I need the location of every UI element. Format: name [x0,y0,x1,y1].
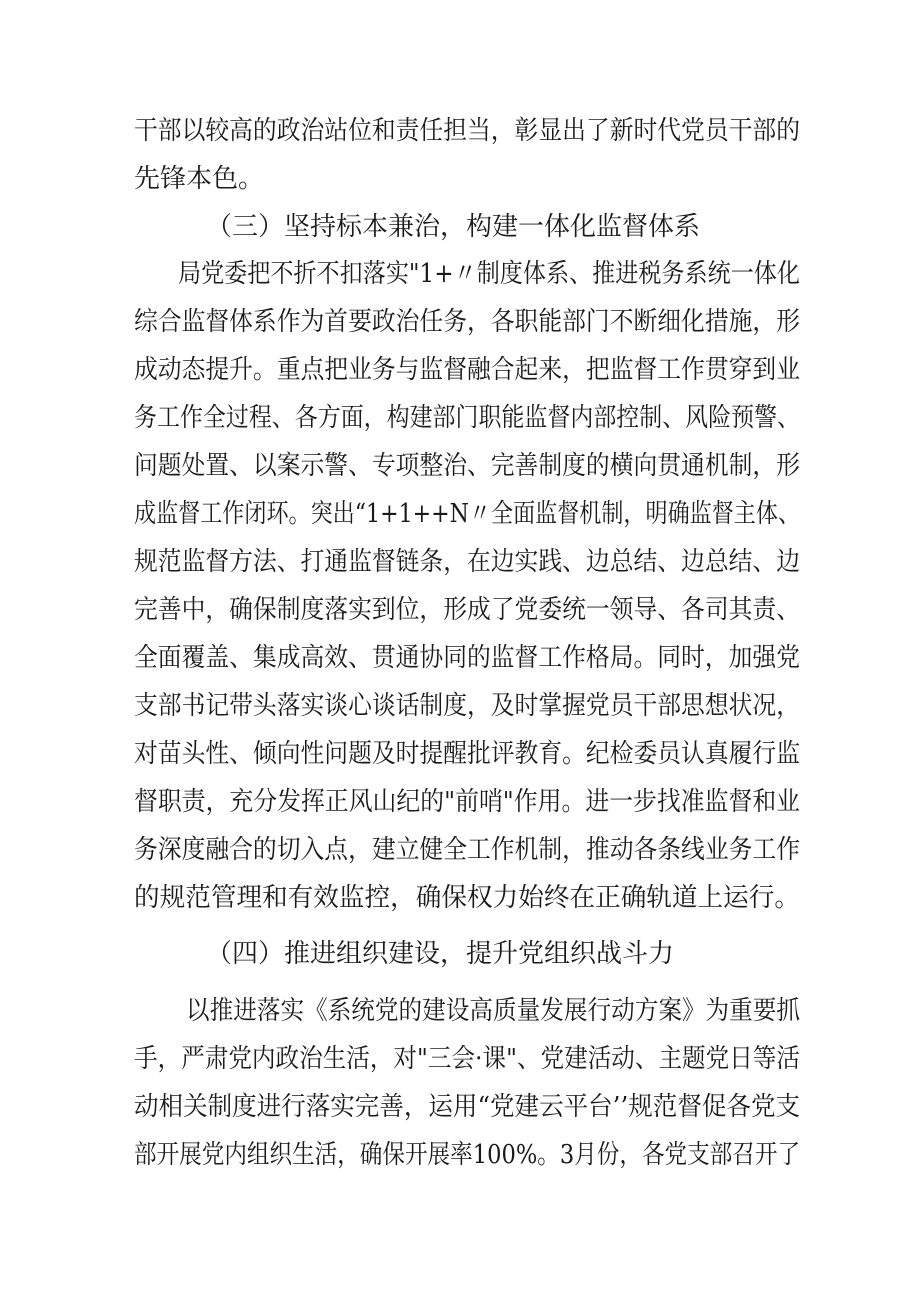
text-span: 综合监督体系作为首要政治任务，各职能部门不断细化措施，形 [134,307,800,337]
heading-text: （四）推进组织建设，提升党组织战斗力 [206,939,675,969]
text-span: 干部以较高的政治站位和责任担当，彰显出了新时代党员干部的 [134,116,800,146]
text-span: 规范监督方法、打通监督链条，在边实践、边总结、边总结、边 [134,547,800,577]
text-span: 对苗头性、倾向性问题及时提醒批评教育。纪检委员认真履行监 [134,739,800,769]
text-span: 问题处置、以案示警、专项整治、完善制度的横向贯通机制，形 [134,451,800,481]
text-span: 成监督工作闭环。突出“1+1++N〃全面监督机制，明确监督主体、 [134,499,801,529]
text-span: 全面覆盖、集成高效、贯通协同的监督工作格局。同时，加强党 [134,643,800,673]
heading-text: （三）坚持标本兼治，构建一体化监督体系 [206,212,701,242]
text-span: 手，严肃党内政治生活，对"三会·课"、党建活动、主题党日等活 [134,1044,800,1074]
text-span: 动相关制度进行落实完善，运用“党建云平台’’规范督促各党支 [134,1092,801,1122]
text-span: 部开展党内组织生活，确保开展率100%。3月份，各党支部召开了 [134,1140,801,1170]
text-span: 先锋本色。 [134,164,265,194]
text-span: 的规范管理和有效监控，确保权力始终在正确轨道上运行。 [134,883,801,913]
text-span: 支部书记带头落实谈心谈话制度，及时掌握党员干部思想状况， [134,691,800,721]
text-span: 成动态提升。重点把业务与监督融合起来，把监督工作贯穿到业 [134,355,800,385]
text-span: 局党委把不折不扣落实"1+〃制度体系、推进税务系统一体化 [178,259,801,289]
text-span: 以推进落实《系统党的建设高质量发展行动方案》为重要抓 [186,996,801,1026]
text-span: 务工作全过程、各方面，构建部门职能监督内部控制、风险预警、 [134,403,801,433]
text-span: 完善中，确保制度落实到位，形成了党委统一领导、各司其责、 [134,595,800,625]
text-span: 务深度融合的切入点，建立健全工作机制，推动各条线业务工作 [134,835,800,865]
text-span: 督职责，充分发挥正风山纪的"前哨"作用。进一步找准监督和业 [134,787,801,817]
